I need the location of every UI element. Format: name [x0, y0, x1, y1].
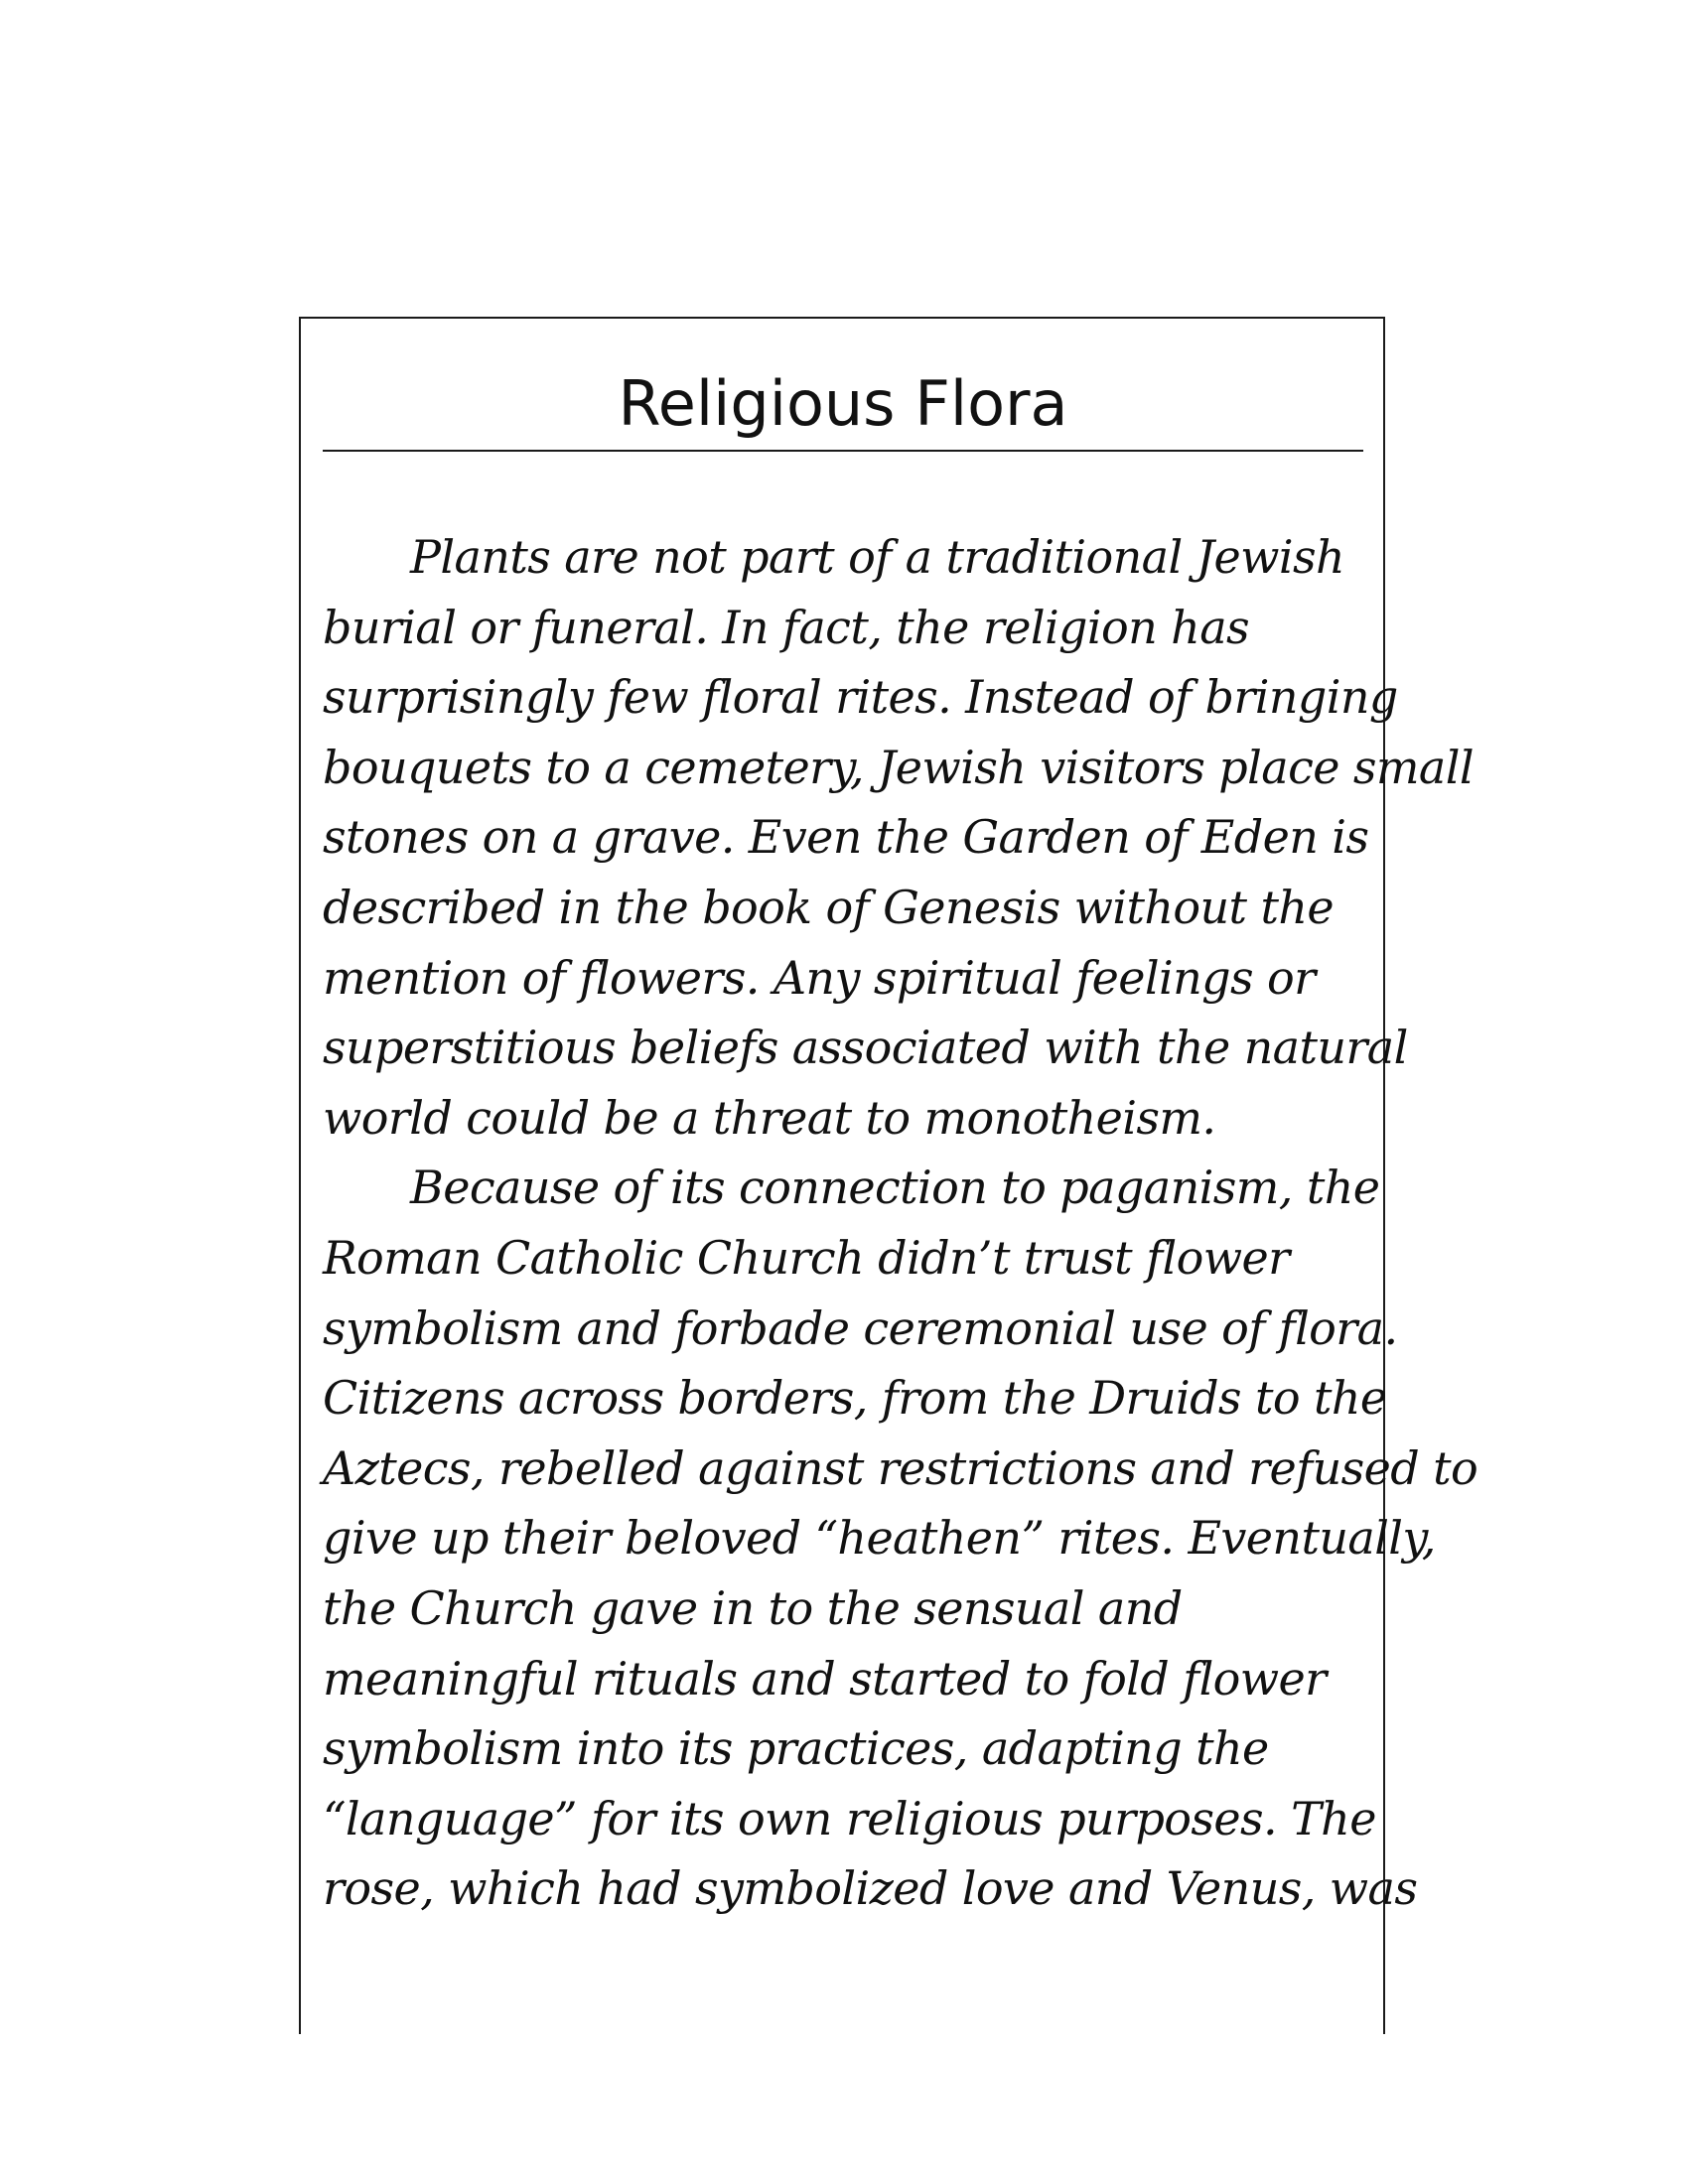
title-rule: [323, 450, 1363, 452]
text-line: the Church gave in to the sensual and: [323, 1580, 1183, 1635]
text-line: “language” for its own religious purposes. The: [323, 1791, 1376, 1845]
text-line: superstitious beliefs associated with the natural: [323, 1021, 1408, 1075]
text-line: Roman Catholic Church didn’t trust flower: [323, 1230, 1290, 1285]
text-line: Aztecs, rebelled against restrictions and refused to: [323, 1440, 1478, 1495]
sidebar-title: Religious Flora: [618, 367, 1068, 440]
text-line: mention of flowers. Any spiritual feelings or: [323, 950, 1316, 1005]
text-line: Plants are not part of a traditional Jewish: [410, 530, 1344, 584]
text-line: Citizens across borders, from the Druids to the: [323, 1371, 1387, 1426]
text-line: surprisingly few floral rites. Instead of bringing: [323, 670, 1398, 725]
sidebar-box: [299, 317, 1478, 2034]
text-line: world could be a threat to monotheism.: [323, 1090, 1216, 1145]
text-line: symbolism into its practices, adapting the: [323, 1721, 1269, 1776]
text-line: Because of its connection to paganism, the: [410, 1160, 1380, 1215]
text-line: described in the book of Genesis without the: [323, 880, 1334, 934]
text-line: stones on a grave. Even the Garden of Eden is: [323, 810, 1369, 865]
text-line: give up their beloved “heathen” rites. Eventually,: [323, 1511, 1436, 1566]
text-line: burial or funeral. In fact, the religion has: [323, 600, 1250, 654]
text-line: symbolism and forbade ceremonial use of flora.: [323, 1300, 1398, 1355]
text-line: meaningful rituals and started to fold flower: [323, 1651, 1327, 1706]
sidebar-body: [323, 522, 1478, 1924]
text-line: rose, which had symbolized love and Venus, was: [323, 1861, 1418, 1916]
text-line: bouquets to a cemetery, Jewish visitors place small: [323, 740, 1474, 794]
